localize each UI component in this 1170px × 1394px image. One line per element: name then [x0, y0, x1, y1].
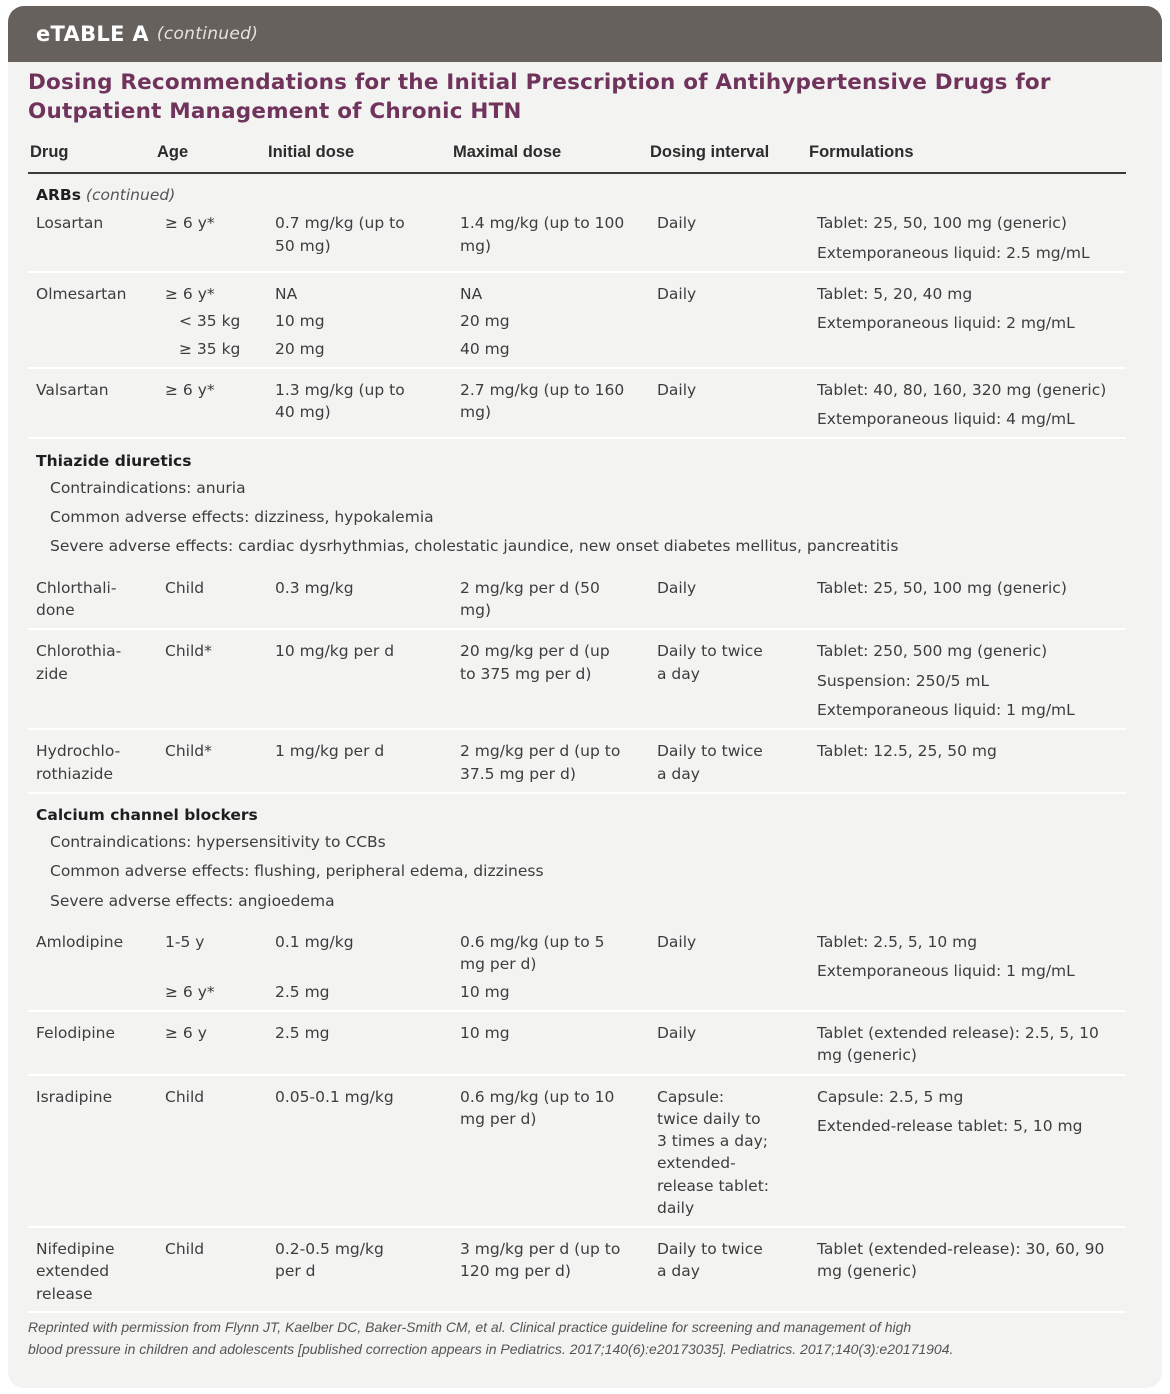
maximal-dose: 2 mg/kg per d (up to: [460, 742, 621, 760]
dosing-interval: Capsule:: [657, 1088, 725, 1106]
column-headers: [28, 136, 1126, 174]
maximal-dose: 37.5 mg per d): [460, 765, 576, 783]
section-heading-ccb: Calcium channel blockers: [36, 806, 258, 824]
row-divider: [28, 1074, 1126, 1076]
table-label: eTABLE A: [36, 22, 149, 46]
drug-name: extended: [36, 1262, 110, 1280]
maximal-dose: NA: [460, 285, 483, 303]
dosing-interval: Daily to twice: [657, 642, 763, 660]
col-maximal-dose: Maximal dose: [453, 143, 562, 161]
maximal-dose: 40 mg: [460, 340, 510, 358]
initial-dose: 10 mg: [275, 312, 325, 330]
formulation: Tablet: 250, 500 mg (generic): [817, 642, 1048, 660]
formulation: Extended-release tablet: 5, 10 mg: [817, 1117, 1083, 1135]
dosing-interval: Daily: [657, 579, 697, 597]
formulation: Tablet: 25, 50, 100 mg (generic): [817, 579, 1067, 597]
citation-footnote: [28, 1316, 1128, 1360]
row-divider: [28, 1010, 1126, 1012]
drug-name: Hydrochlo-: [36, 742, 121, 760]
formulation: Tablet (extended-release): 30, 60, 90: [817, 1240, 1105, 1258]
dosing-interval: a day: [657, 665, 700, 683]
initial-dose: 0.7 mg/kg (up to: [275, 214, 405, 232]
maximal-dose: 2.7 mg/kg (up to 160: [460, 381, 625, 399]
dosing-interval: extended-: [657, 1154, 736, 1172]
drug-name: rothiazide: [36, 765, 114, 783]
dosing-interval: daily: [657, 1199, 695, 1217]
dosing-interval: release tablet:: [657, 1177, 770, 1195]
formulation: Tablet: 40, 80, 160, 320 mg (generic): [817, 381, 1107, 399]
initial-dose: 1.3 mg/kg (up to: [275, 381, 405, 399]
formulation: Capsule: 2.5, 5 mg: [817, 1088, 964, 1106]
col-formulations: Formulations: [809, 143, 914, 161]
row-divider: [28, 437, 1126, 439]
col-age: Age: [157, 143, 189, 161]
section-heading-arbs: ARBs (continued): [36, 186, 176, 204]
severe-adverse-effects: Severe adverse effects: cardiac dysrhythmias, cholestatic jaundice, new onset diabetes mellitus, pancreatitis: [50, 537, 899, 555]
col-dosing-interval: Dosing interval: [650, 143, 770, 161]
maximal-dose: 10 mg: [460, 1024, 510, 1042]
dosing-interval: a day: [657, 1262, 700, 1280]
table-header-bar: [8, 6, 1162, 62]
dosing-interval: 3 times a day;: [657, 1132, 768, 1150]
initial-dose: 2.5 mg: [275, 1024, 330, 1042]
col-initial-dose: Initial dose: [268, 143, 355, 161]
initial-dose: 20 mg: [275, 340, 325, 358]
dosing-interval: Daily: [657, 285, 697, 303]
row-divider: [28, 367, 1126, 369]
formulation: Extemporaneous liquid: 1 mg/mL: [817, 962, 1075, 980]
maximal-dose: to 375 mg per d): [460, 665, 592, 683]
age: < 35 kg: [179, 312, 241, 330]
severe-adverse-effects: Severe adverse effects: angioedema: [50, 892, 335, 910]
initial-dose: 10 mg/kg per d: [275, 642, 395, 660]
section-heading-thiazide: Thiazide diuretics: [36, 452, 192, 470]
row-divider: [28, 792, 1126, 794]
age: Child: [165, 1088, 205, 1106]
drug-name: Isradipine: [36, 1088, 113, 1106]
maximal-dose: 10 mg: [460, 983, 510, 1001]
formulation: mg (generic): [817, 1262, 917, 1280]
initial-dose: 50 mg): [275, 237, 331, 255]
initial-dose: 0.1 mg/kg: [275, 933, 354, 951]
citation-line: Reprinted with permission from Flynn JT, Kaelber DC, Baker-Smith CM, et al. Clinical practice guideline for screening and management of high: [28, 1319, 912, 1335]
formulation: mg (generic): [817, 1046, 917, 1064]
contraindications: Contraindications: hypersensitivity to CCBs: [50, 833, 386, 851]
row-divider: [28, 1311, 1126, 1313]
drug-name: Nifedipine: [36, 1240, 115, 1258]
citation-line: blood pressure in children and adolescents [published correction appears in Pediatrics. 2017;140(6):e20173035]. Pediatrics. 2017;140(3):e20171904.: [28, 1341, 954, 1357]
drug-name: Valsartan: [36, 381, 109, 399]
drug-name: Olmesartan: [36, 285, 127, 303]
initial-dose: 40 mg): [275, 403, 331, 421]
formulation: Tablet: 5, 20, 40 mg: [817, 285, 973, 303]
row-divider: [28, 728, 1126, 730]
initial-dose: 0.3 mg/kg: [275, 579, 354, 597]
initial-dose: 0.05-0.1 mg/kg: [275, 1088, 394, 1106]
drug-name: Felodipine: [36, 1024, 116, 1042]
drug-name: Amlodipine: [36, 933, 124, 951]
maximal-dose: mg): [460, 601, 491, 619]
maximal-dose: mg per d): [460, 1110, 537, 1128]
age: Child: [165, 579, 205, 597]
age: ≥ 6 y*: [165, 381, 215, 399]
drug-name: zide: [36, 665, 68, 683]
initial-dose: 0.2-0.5 mg/kg: [275, 1240, 384, 1258]
drug-name: done: [36, 601, 75, 619]
dosing-interval: Daily to twice: [657, 742, 763, 760]
maximal-dose: 20 mg/kg per d (up: [460, 642, 610, 660]
maximal-dose: 120 mg per d): [460, 1262, 571, 1280]
dosing-interval: Daily: [657, 1024, 697, 1042]
formulation: Extemporaneous liquid: 2 mg/mL: [817, 314, 1075, 332]
formulation: Tablet: 12.5, 25, 50 mg: [817, 742, 997, 760]
maximal-dose: mg): [460, 403, 491, 421]
drug-name: Chlorothia-: [36, 642, 122, 660]
age: ≥ 6 y*: [165, 285, 215, 303]
formulation: Suspension: 250/5 mL: [817, 672, 990, 690]
formulation: Extemporaneous liquid: 2.5 mg/mL: [817, 244, 1090, 262]
age: 1-5 y: [165, 933, 205, 951]
drug-name: Chlorthali-: [36, 579, 117, 597]
drug-name: Losartan: [36, 214, 104, 232]
table-title: Dosing Recommendations for the Initial Prescription of Antihypertensive Drugs for Outpatient Management of Chronic HTN: [28, 70, 1051, 124]
contraindications: Contraindications: anuria: [50, 479, 246, 497]
formulation: Tablet (extended release): 2.5, 5, 10: [817, 1024, 1099, 1042]
common-adverse-effects: Common adverse effects: dizziness, hypokalemia: [50, 508, 434, 526]
maximal-dose: 2 mg/kg per d (50: [460, 579, 600, 597]
maximal-dose: 3 mg/kg per d (up to: [460, 1240, 621, 1258]
drug-name: release: [36, 1285, 93, 1303]
maximal-dose: mg): [460, 237, 491, 255]
row-divider: [28, 628, 1126, 630]
common-adverse-effects: Common adverse effects: flushing, peripheral edema, dizziness: [50, 862, 544, 880]
maximal-dose: 20 mg: [460, 312, 510, 330]
row-divider: [28, 271, 1126, 273]
formulation: Tablet: 25, 50, 100 mg (generic): [817, 214, 1067, 232]
age: Child*: [165, 642, 212, 660]
col-drug: Drug: [30, 143, 69, 161]
formulation: Extemporaneous liquid: 1 mg/mL: [817, 701, 1075, 719]
maximal-dose: mg per d): [460, 955, 537, 973]
dosing-interval: twice daily to: [657, 1110, 761, 1128]
dosing-interval: Daily: [657, 933, 697, 951]
dosing-interval: Daily: [657, 381, 697, 399]
formulation: Tablet: 2.5, 5, 10 mg: [817, 933, 978, 951]
age: Child: [165, 1240, 205, 1258]
initial-dose: NA: [275, 285, 298, 303]
initial-dose: 2.5 mg: [275, 983, 330, 1001]
age: Child*: [165, 742, 212, 760]
maximal-dose: 0.6 mg/kg (up to 5: [460, 933, 605, 951]
age: ≥ 6 y*: [165, 983, 215, 1001]
initial-dose: per d: [275, 1262, 316, 1280]
continued-label: (continued): [156, 24, 259, 44]
dosing-interval: Daily to twice: [657, 1240, 763, 1258]
formulation: Extemporaneous liquid: 4 mg/mL: [817, 410, 1075, 428]
dosing-interval: Daily: [657, 214, 697, 232]
age: ≥ 35 kg: [179, 340, 241, 358]
age: ≥ 6 y*: [165, 214, 215, 232]
age: ≥ 6 y: [165, 1024, 207, 1042]
maximal-dose: 0.6 mg/kg (up to 10: [460, 1088, 615, 1106]
row-divider: [28, 1226, 1126, 1228]
maximal-dose: 1.4 mg/kg (up to 100: [460, 214, 625, 232]
initial-dose: 1 mg/kg per d: [275, 742, 385, 760]
dosing-interval: a day: [657, 765, 700, 783]
